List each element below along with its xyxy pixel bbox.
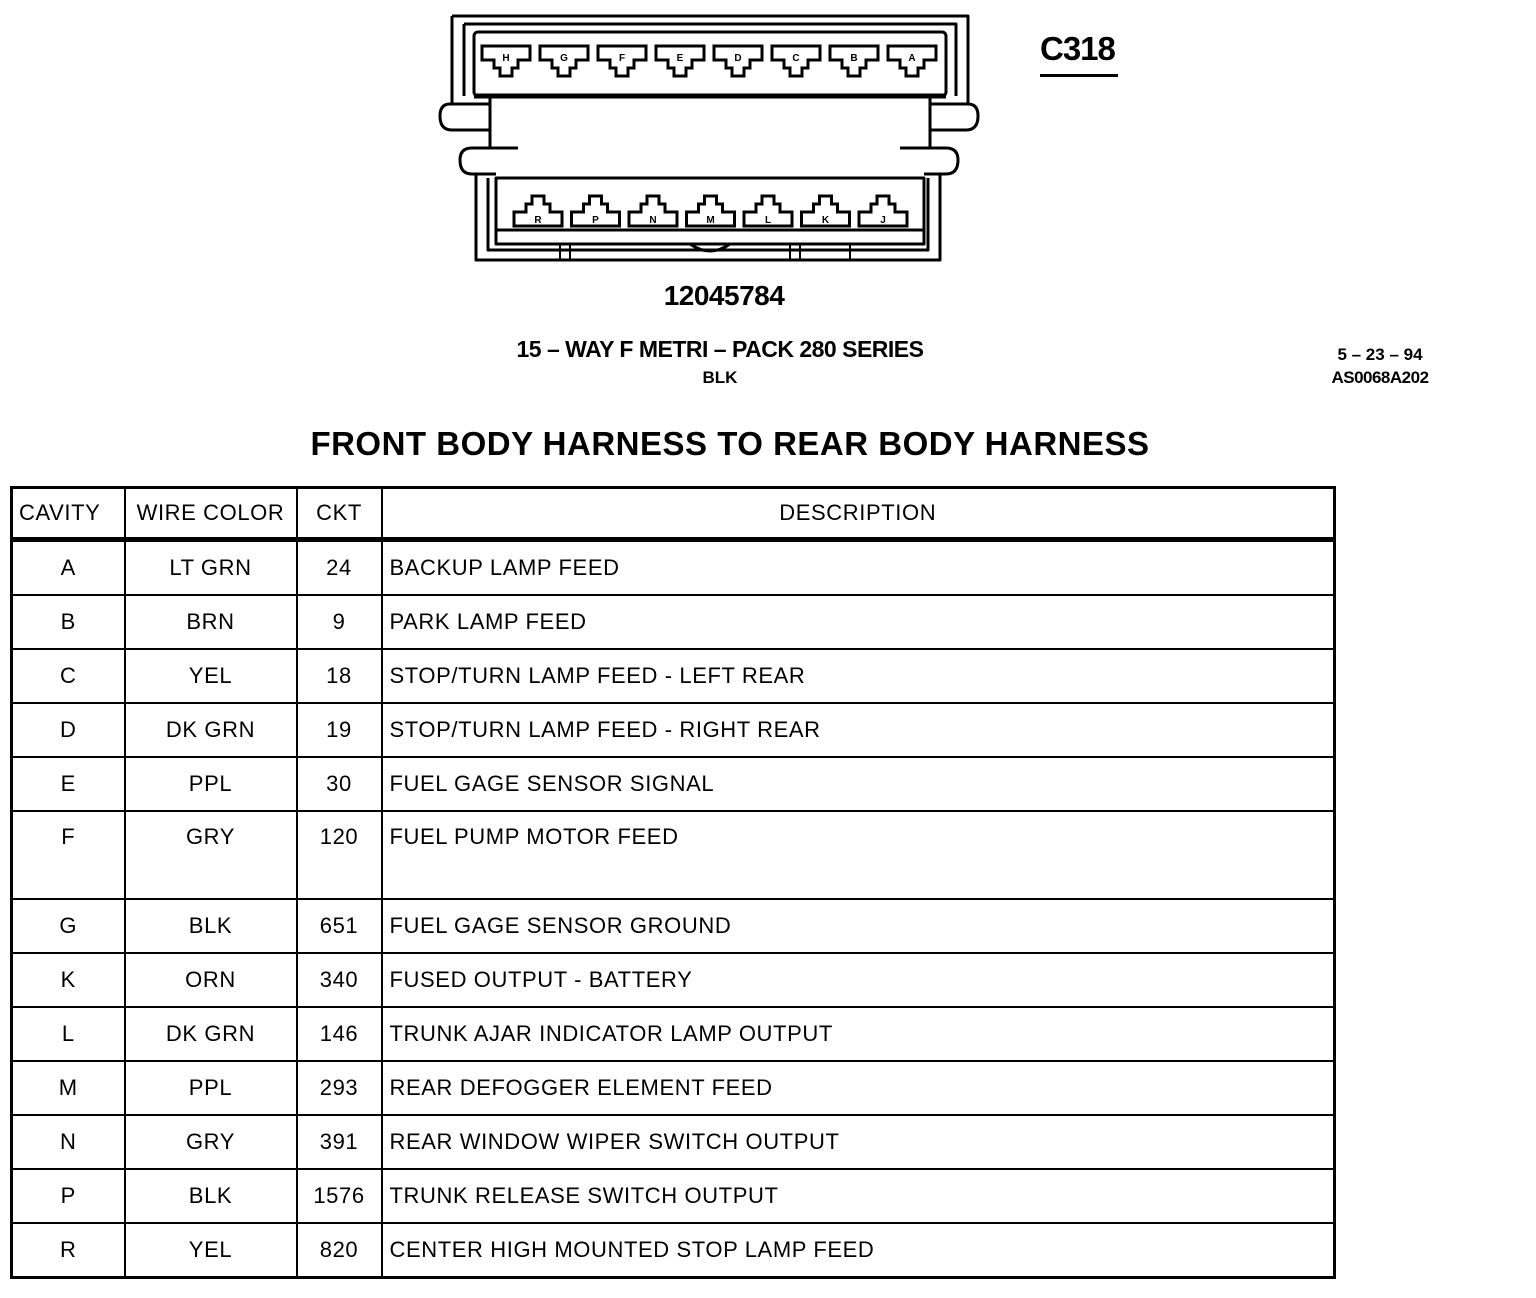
svg-text:A: A <box>908 53 916 64</box>
document-reference: AS0068A202 <box>1331 368 1429 387</box>
document-date: 5 – 23 – 94 <box>1337 345 1423 364</box>
cell-wire-color: DK GRN <box>125 1007 297 1061</box>
svg-text:L: L <box>764 215 772 226</box>
header-cavity: CAVITY <box>12 488 125 540</box>
part-number: 12045784 <box>663 280 785 311</box>
svg-text:P: P <box>592 215 599 226</box>
terminal-cavity-m <box>687 196 735 226</box>
svg-text:M: M <box>706 215 715 226</box>
cell-wire-color: YEL <box>125 1223 297 1278</box>
cell-cavity: D <box>12 703 125 757</box>
terminal-cavity-b <box>830 46 878 76</box>
top-row-terminals <box>482 46 936 76</box>
connector-description: 15 – WAY F METRI – PACK 280 SERIES <box>516 336 924 362</box>
table-row <box>12 899 1335 953</box>
cell-wire-color: DK GRN <box>125 703 297 757</box>
pinout-table <box>10 486 1336 1279</box>
cell-description: STOP/TURN LAMP FEED - RIGHT REAR <box>382 703 1335 757</box>
cell-ckt: 820 <box>297 1223 382 1278</box>
connector-id-underline <box>1040 74 1118 77</box>
cell-description: BACKUP LAMP FEED <box>382 540 1335 596</box>
svg-text:C: C <box>792 53 800 64</box>
header-wire-color: WIRE COLOR <box>125 488 297 540</box>
cell-description: FUSED OUTPUT - BATTERY <box>382 953 1335 1007</box>
cell-wire-color: GRY <box>125 811 297 899</box>
header-description: DESCRIPTION <box>382 488 1335 540</box>
terminal-cavity-e <box>656 46 704 76</box>
table-row <box>12 811 1335 899</box>
cell-wire-color: PPL <box>125 1061 297 1115</box>
cell-wire-color: BLK <box>125 1169 297 1223</box>
terminal-cavity-k <box>802 196 850 226</box>
cell-cavity: A <box>12 540 125 596</box>
terminal-cavity-a <box>888 46 936 76</box>
svg-text:D: D <box>734 53 742 64</box>
cell-ckt: 18 <box>297 649 382 703</box>
terminal-cavity-n <box>629 196 677 226</box>
cell-description: FUEL GAGE SENSOR SIGNAL <box>382 757 1335 811</box>
table-row <box>12 953 1335 1007</box>
cell-wire-color: BLK <box>125 899 297 953</box>
svg-text:B: B <box>850 53 858 64</box>
svg-text:E: E <box>676 53 684 64</box>
terminal-cavity-c <box>772 46 820 76</box>
cell-description: TRUNK AJAR INDICATOR LAMP OUTPUT <box>382 1007 1335 1061</box>
connector-color: BLK <box>702 368 738 387</box>
svg-text:F: F <box>618 53 626 64</box>
cell-ckt: 340 <box>297 953 382 1007</box>
svg-text:K: K <box>821 215 830 226</box>
table-row <box>12 1223 1335 1278</box>
table-row <box>12 540 1335 596</box>
cell-description: FUEL PUMP MOTOR FEED <box>382 811 1335 899</box>
table-row <box>12 703 1335 757</box>
cell-wire-color: BRN <box>125 595 297 649</box>
terminal-cavity-j <box>859 196 907 226</box>
terminal-cavity-g <box>540 46 588 76</box>
cell-description: FUEL GAGE SENSOR GROUND <box>382 899 1335 953</box>
cell-ckt: 9 <box>297 595 382 649</box>
header-ckt: CKT <box>297 488 382 540</box>
table-row <box>12 595 1335 649</box>
terminal-cavity-l <box>744 196 792 226</box>
bottom-row-terminals <box>514 196 907 226</box>
terminal-cavity-p <box>572 196 620 226</box>
terminal-cavity-f <box>598 46 646 76</box>
table-row <box>12 1169 1335 1223</box>
table-row <box>12 1115 1335 1169</box>
cell-wire-color: GRY <box>125 1115 297 1169</box>
svg-text:J: J <box>880 215 886 226</box>
cell-cavity: F <box>12 811 125 899</box>
cell-description: STOP/TURN LAMP FEED - LEFT REAR <box>382 649 1335 703</box>
cell-cavity: E <box>12 757 125 811</box>
svg-text:R: R <box>534 215 542 226</box>
svg-text:H: H <box>502 53 510 64</box>
terminal-cavity-d <box>714 46 762 76</box>
table-header-row <box>12 488 1335 540</box>
cell-ckt: 391 <box>297 1115 382 1169</box>
terminal-cavity-h <box>482 46 530 76</box>
cell-ckt: 19 <box>297 703 382 757</box>
cell-description: TRUNK RELEASE SWITCH OUTPUT <box>382 1169 1335 1223</box>
table-row <box>12 649 1335 703</box>
cell-ckt: 293 <box>297 1061 382 1115</box>
terminal-cavity-r <box>514 196 562 226</box>
cell-cavity: K <box>12 953 125 1007</box>
cell-cavity: G <box>12 899 125 953</box>
cell-cavity: B <box>12 595 125 649</box>
connector-face-diagram <box>430 8 990 268</box>
cell-ckt: 120 <box>297 811 382 899</box>
cell-ckt: 146 <box>297 1007 382 1061</box>
table-title: FRONT BODY HARNESS TO REAR BODY HARNESS <box>310 425 1150 462</box>
cell-cavity: M <box>12 1061 125 1115</box>
cell-wire-color: PPL <box>125 757 297 811</box>
cell-wire-color: YEL <box>125 649 297 703</box>
cell-description: REAR WINDOW WIPER SWITCH OUTPUT <box>382 1115 1335 1169</box>
cell-wire-color: LT GRN <box>125 540 297 596</box>
cell-ckt: 24 <box>297 540 382 596</box>
cell-cavity: L <box>12 1007 125 1061</box>
cell-description: CENTER HIGH MOUNTED STOP LAMP FEED <box>382 1223 1335 1278</box>
svg-text:N: N <box>649 215 657 226</box>
cell-cavity: P <box>12 1169 125 1223</box>
cell-ckt: 1576 <box>297 1169 382 1223</box>
connector-id: C318 <box>1040 30 1115 67</box>
cell-ckt: 30 <box>297 757 382 811</box>
svg-text:G: G <box>560 53 568 64</box>
cell-description: PARK LAMP FEED <box>382 595 1335 649</box>
cell-ckt: 651 <box>297 899 382 953</box>
table-row <box>12 757 1335 811</box>
cell-cavity: N <box>12 1115 125 1169</box>
cell-wire-color: ORN <box>125 953 297 1007</box>
cell-cavity: C <box>12 649 125 703</box>
cell-description: REAR DEFOGGER ELEMENT FEED <box>382 1061 1335 1115</box>
cell-cavity: R <box>12 1223 125 1278</box>
table-row <box>12 1061 1335 1115</box>
table-row <box>12 1007 1335 1061</box>
